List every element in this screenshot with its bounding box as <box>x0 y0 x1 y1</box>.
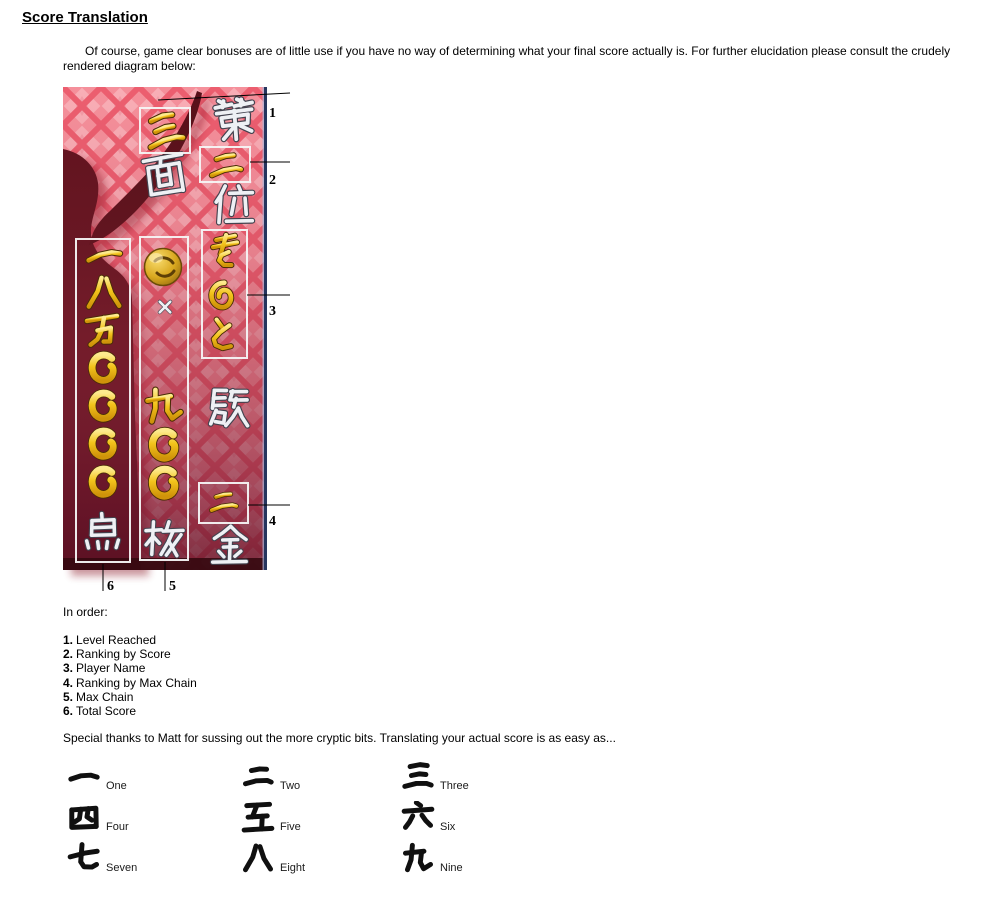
callout-number: 6 <box>107 579 114 594</box>
legend-item-number: 1. <box>63 633 74 647</box>
numeral-label: Seven <box>106 862 138 874</box>
page-title: Score Translation <box>22 9 148 26</box>
screen-border-highlight <box>263 87 265 570</box>
screen-background <box>63 87 267 576</box>
legend-item-number: 5. <box>63 689 74 704</box>
legend-item-label: Total Score <box>76 704 137 719</box>
legend-item-label: Player Name <box>76 661 146 676</box>
numeral-label: Five <box>280 821 301 833</box>
legend-item <box>63 704 197 718</box>
numeral-item <box>400 842 463 875</box>
legend-item-number: 4. <box>63 675 74 690</box>
numeral-label: Eight <box>280 862 306 874</box>
score-screen-figure <box>63 87 303 597</box>
numeral-item <box>400 760 469 793</box>
callout-number: 1 <box>269 106 276 121</box>
numeral-label: Three <box>440 780 469 792</box>
numeral-glyph <box>240 760 276 793</box>
legend-item-number: 3. <box>63 661 74 676</box>
legend-item-label: Ranking by Max Chain <box>76 675 197 690</box>
numeral-glyph <box>240 801 276 834</box>
callout-number: 2 <box>269 173 276 188</box>
numeral-label: Four <box>106 821 129 833</box>
numeral-glyph <box>400 842 436 875</box>
numeral-item <box>400 801 455 834</box>
numeral-item <box>240 760 300 793</box>
coin-icon <box>144 248 182 286</box>
callout-number: 4 <box>269 514 276 529</box>
legend-item <box>63 676 197 690</box>
numeral-item <box>66 801 129 834</box>
legend-item <box>63 633 197 647</box>
numeral-glyph <box>400 760 436 793</box>
numeral-label: Six <box>440 821 456 833</box>
numeral-glyph <box>66 801 102 834</box>
numeral-item <box>240 801 301 834</box>
numeral-glyph <box>240 842 276 875</box>
legend-item-label: Level Reached <box>76 633 157 647</box>
in-order-label: In order: <box>63 605 108 619</box>
intro-paragraph: Of course, game clear bonuses are of little use if you have no way of determining what your final score actually is. For further elucidation please consult the crudely rendered diagram below: <box>63 44 951 73</box>
numeral-item <box>66 842 137 875</box>
legend-item-number: 6. <box>63 704 74 719</box>
legend-list <box>63 633 197 718</box>
numeral-glyph <box>66 842 102 875</box>
numeral-glyph <box>66 760 102 793</box>
numeral-item <box>66 760 127 793</box>
legend-item <box>63 661 197 675</box>
numeral-label: Two <box>280 780 301 792</box>
legend-item-label: Max Chain <box>76 689 134 704</box>
screen-border <box>264 87 267 570</box>
numeral-label: One <box>106 780 127 792</box>
legend-item <box>63 647 197 661</box>
legend-item-number: 2. <box>63 647 74 662</box>
callout-number: 5 <box>169 579 176 594</box>
numeral-label: Nine <box>440 862 463 874</box>
thanks-note: Special thanks to Matt for sussing out the more cryptic bits. Translating your actual score is as easy as... <box>63 731 616 745</box>
score-screen-image <box>63 87 303 597</box>
legend-item <box>63 690 197 704</box>
callout-number: 3 <box>269 304 276 319</box>
numeral-item <box>240 842 305 875</box>
legend-item-label: Ranking by Score <box>76 647 171 662</box>
numeral-table <box>66 760 626 890</box>
numeral-glyph <box>400 801 436 834</box>
